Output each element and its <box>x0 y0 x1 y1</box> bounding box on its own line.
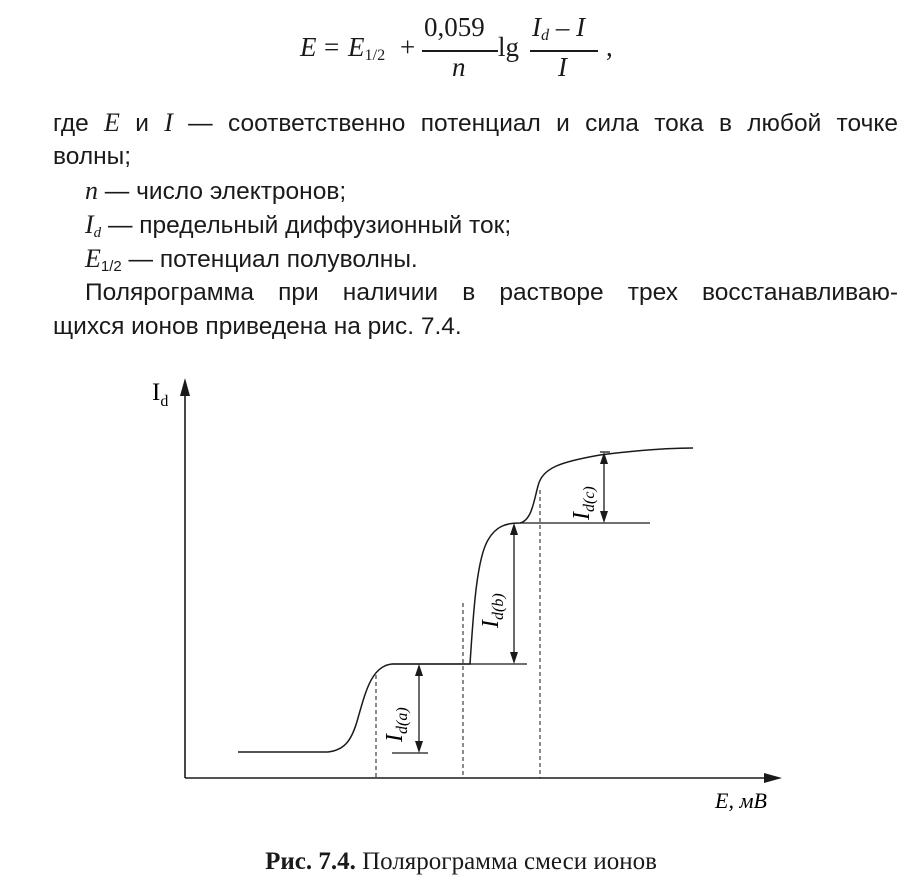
text-line-7: щихся ионов приведена на рис. 7.4. <box>53 313 462 340</box>
figure-caption: Рис. 7.4. Полярограмма смеси ионов <box>265 848 657 875</box>
arrow-c <box>600 452 608 523</box>
formula-lg: lg <box>498 32 520 62</box>
formula-equals: = <box>324 32 340 62</box>
y-axis-label: $I_d$ <box>152 379 169 410</box>
label-id-c: $I_{d(c)}$ <box>569 486 598 520</box>
x-axis-label: E, мВ <box>715 788 767 813</box>
text-line-5: $E_{1/2}$ — потенциал полуволны. <box>85 244 418 275</box>
y-axis-arrow <box>180 378 190 396</box>
formula-frac2-numerator: $I_d$ – I <box>532 12 586 45</box>
arrow-b <box>510 523 518 664</box>
formula-frac2-denominator: I <box>558 52 567 82</box>
formula-e-half: $E_{1/2}$ <box>348 32 386 65</box>
label-id-a: $I_{d(a)}$ <box>382 707 411 742</box>
label-id-b: $I_{d(b)}$ <box>478 593 507 628</box>
x-axis-arrow <box>764 773 782 783</box>
text-line-3: n — число электронов; <box>85 176 347 205</box>
formula-lhs: E <box>300 32 317 62</box>
text-line-6: Полярограмма при наличии в растворе трех восстанавливаю- <box>85 279 898 306</box>
formula-denominator: n <box>452 52 466 82</box>
polarogram-curve <box>238 448 693 752</box>
text-line-1: где E и I — соответственно потенциал и сила тока в любой точке <box>53 108 898 137</box>
formula-plus: + <box>400 32 416 62</box>
arrow-a <box>415 664 423 753</box>
formula-numerator: 0,059 <box>424 12 485 42</box>
text-line-4: $I_d$ — предельный диффузионный ток; <box>85 210 512 241</box>
formula-comma: , <box>606 32 613 62</box>
text-line-2: волны; <box>53 143 132 170</box>
